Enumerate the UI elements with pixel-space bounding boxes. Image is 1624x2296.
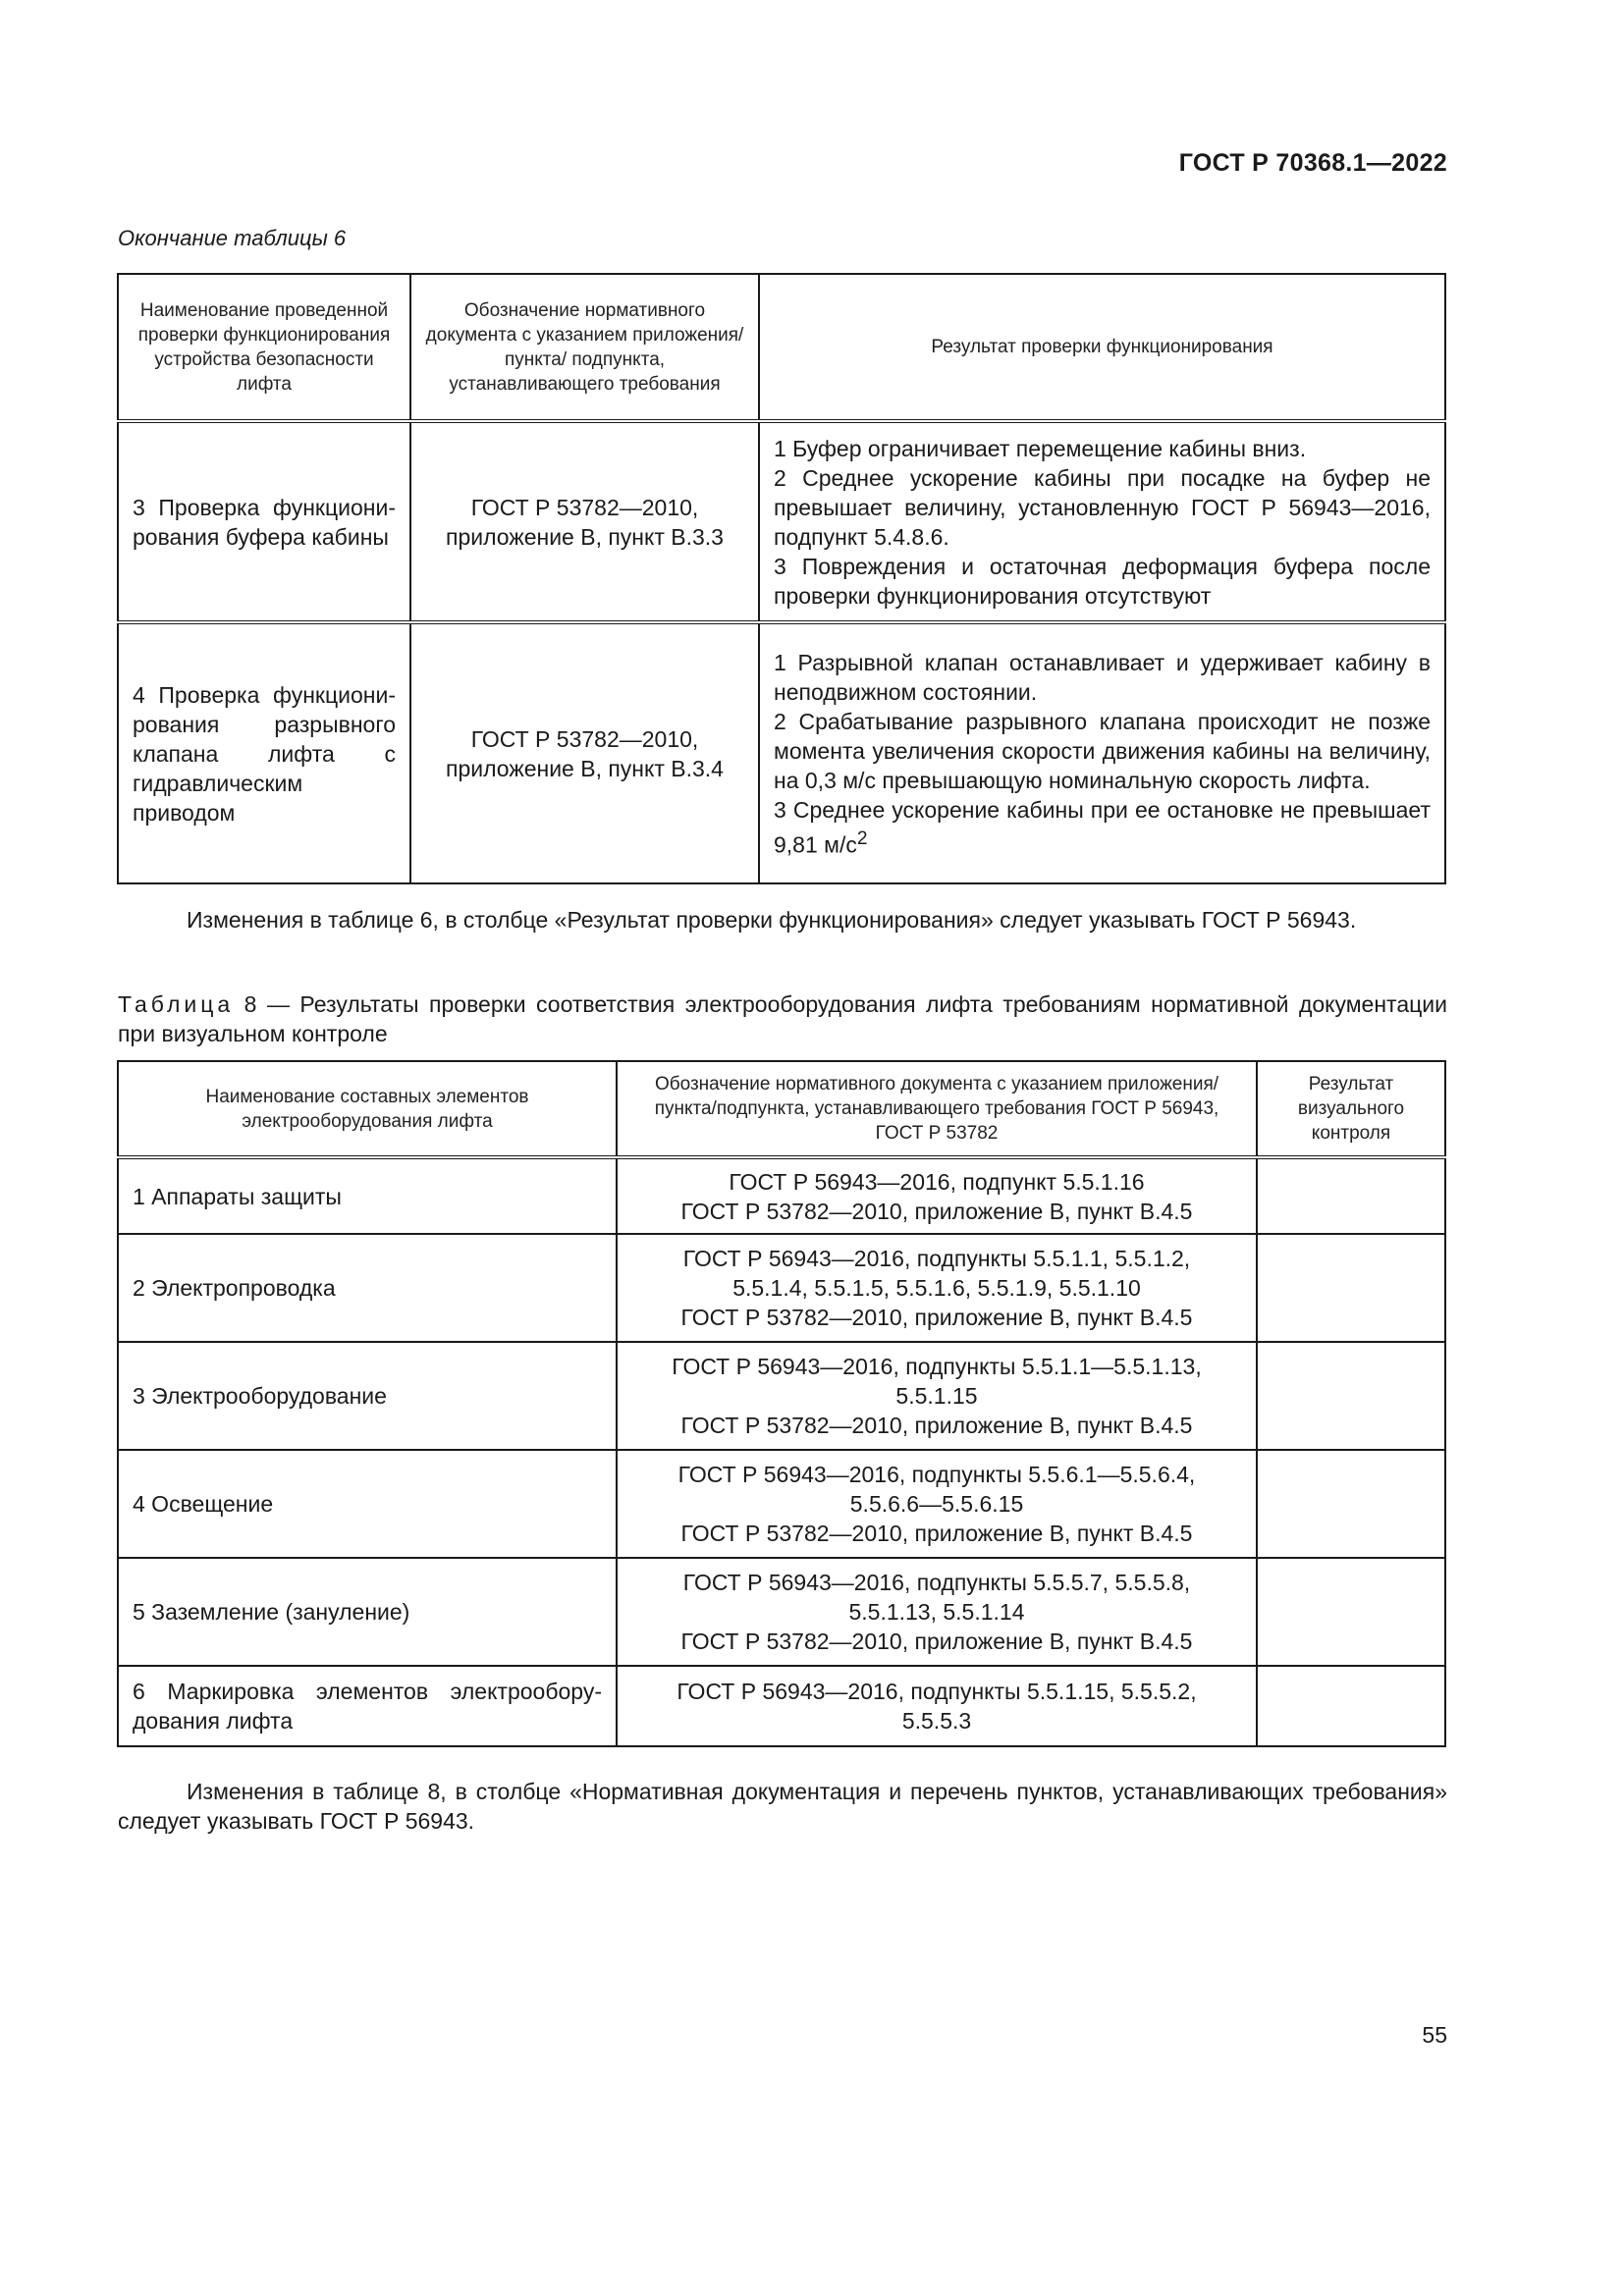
table8-row5-result [1257, 1558, 1445, 1666]
table-row [118, 1558, 1445, 1666]
table6-header-doc: Обозначение нормативного документа с указанием приложения/пункта/ подпункта, устанавливающего требования [410, 274, 759, 421]
table-row [118, 622, 1445, 883]
table6-row3-result: 1 Буфер ограничивает перемещение кабины вниз. 2 Среднее ускорение кабины при посадке на буфер не превышает величину, установленную ГОСТ Р 56943—2016, подпункт 5.4.8.6. 3 Повреждения и остаточная деформация буфера после проверки функционирования отсутствуют [759, 421, 1445, 622]
table6-row3-doc: ГОСТ Р 53782—2010, приложение В, пункт В.3.3 [410, 421, 759, 622]
table6-note: Изменения в таблице 6, в столбце «Результат проверки функционирования» следует указывать ГОСТ Р 56943. [187, 907, 1357, 933]
table8-caption: Таблица 8 — Результаты проверки соответствия электрооборудования лифта требованиям нормативной документации при визуальном контроле [118, 991, 1447, 1046]
document-code: ГОСТ Р 70368.1—2022 [1178, 149, 1447, 177]
table8-row3-name: 3 Электрооборудование [118, 1342, 617, 1450]
table-row [118, 1157, 1445, 1234]
table-6 [117, 273, 1446, 884]
table8-row4-doc: ГОСТ Р 56943—2016, подпункты 5.5.6.1—5.5.6.4, 5.5.6.6—5.5.6.15 ГОСТ Р 53782—2010, приложение В, пункт В.4.5 [617, 1450, 1257, 1558]
table8-row1-name: 1 Аппараты защиты [118, 1157, 617, 1234]
superscript-exponent: 2 [856, 828, 868, 849]
page-number: 55 [1422, 2022, 1447, 2048]
table8-row4-result [1257, 1450, 1445, 1558]
table8-row6-name: 6 Маркировка элементов электрооборудования лифта [118, 1666, 617, 1746]
table8-row3-result [1257, 1342, 1445, 1450]
table8-header-name: Наименование составных элементов электрооборудования лифта [118, 1061, 617, 1157]
table8-header-doc: Обозначение нормативного документа с указанием приложения/пункта/подпункта, устанавливающего требования ГОСТ Р 56943, ГОСТ Р 53782 [617, 1061, 1257, 1157]
table8-header-result: Результат визуального контроля [1257, 1061, 1445, 1157]
table6-header-name: Наименование проведенной проверки функционирования устройства безопасности лифта [118, 274, 410, 421]
table8-row5-doc: ГОСТ Р 56943—2016, подпункты 5.5.5.7, 5.5.5.8, 5.5.1.13, 5.5.1.14 ГОСТ Р 53782—2010, приложение В, пункт В.4.5 [617, 1558, 1257, 1666]
table8-row4-name: 4 Освещение [118, 1450, 617, 1558]
table8-row3-doc: ГОСТ Р 56943—2016, подпункты 5.5.1.1—5.5.1.13, 5.5.1.15 ГОСТ Р 53782—2010, приложение В, пункт В.4.5 [617, 1342, 1257, 1450]
table6-header-result: Результат проверки функционирования [759, 274, 1445, 421]
table8-row6-doc: ГОСТ Р 56943—2016, подпункты 5.5.1.15, 5.5.5.2, 5.5.5.3 [617, 1666, 1257, 1746]
table-row [118, 1342, 1445, 1450]
table8-row1-doc: ГОСТ Р 56943—2016, подпункт 5.5.1.16 ГОСТ Р 53782—2010, приложение В, пункт В.4.5 [617, 1157, 1257, 1234]
table8-note: Изменения в таблице 8, в столбце «Нормативная документация и перечень пунктов, устанавливающих требования» следует указывать ГОСТ Р 56943. [118, 1779, 1447, 1834]
table-8 [117, 1060, 1446, 1747]
table6-row4-result: 1 Разрывной клапан останавливает и удерживает кабину в неподвижном состоянии. 2 Срабатывание разрывного клапана происходит не позже момента увеличения скорости движения кабины на величину, на 0,3 м/с превышающую номинальную скорость лифта. 3 Среднее ускорение кабины при ее остановке не превышает 9,81 $м/с^2$ [759, 622, 1445, 883]
table8-row2-name: 2 Электропроводка [118, 1234, 617, 1342]
table6-row4-doc: ГОСТ Р 53782—2010, приложение В, пункт В.3.4 [410, 622, 759, 883]
table-row [118, 1234, 1445, 1342]
table8-row6-result [1257, 1666, 1445, 1746]
table6-caption: Окончание таблицы 6 [118, 226, 347, 250]
table6-row3-name: 3 Проверка функционирования буфера кабины [118, 421, 410, 622]
table-row [118, 421, 1445, 622]
table-row [118, 1450, 1445, 1558]
table8-row5-name: 5 Заземление (зануление) [118, 1558, 617, 1666]
table6-row4-name: 4 Проверка функционирования разрывного клапана лифта с гидравлическим приводом [118, 622, 410, 883]
table8-row2-doc: ГОСТ Р 56943—2016, подпункты 5.5.1.1, 5.5.1.2, 5.5.1.4, 5.5.1.5, 5.5.1.6, 5.5.1.9, 5.5.1.10 ГОСТ Р 53782—2010, приложение В, пункт В.4.5 [617, 1234, 1257, 1342]
table-row [118, 1666, 1445, 1746]
table8-row2-result [1257, 1234, 1445, 1342]
table8-row1-result [1257, 1157, 1445, 1234]
